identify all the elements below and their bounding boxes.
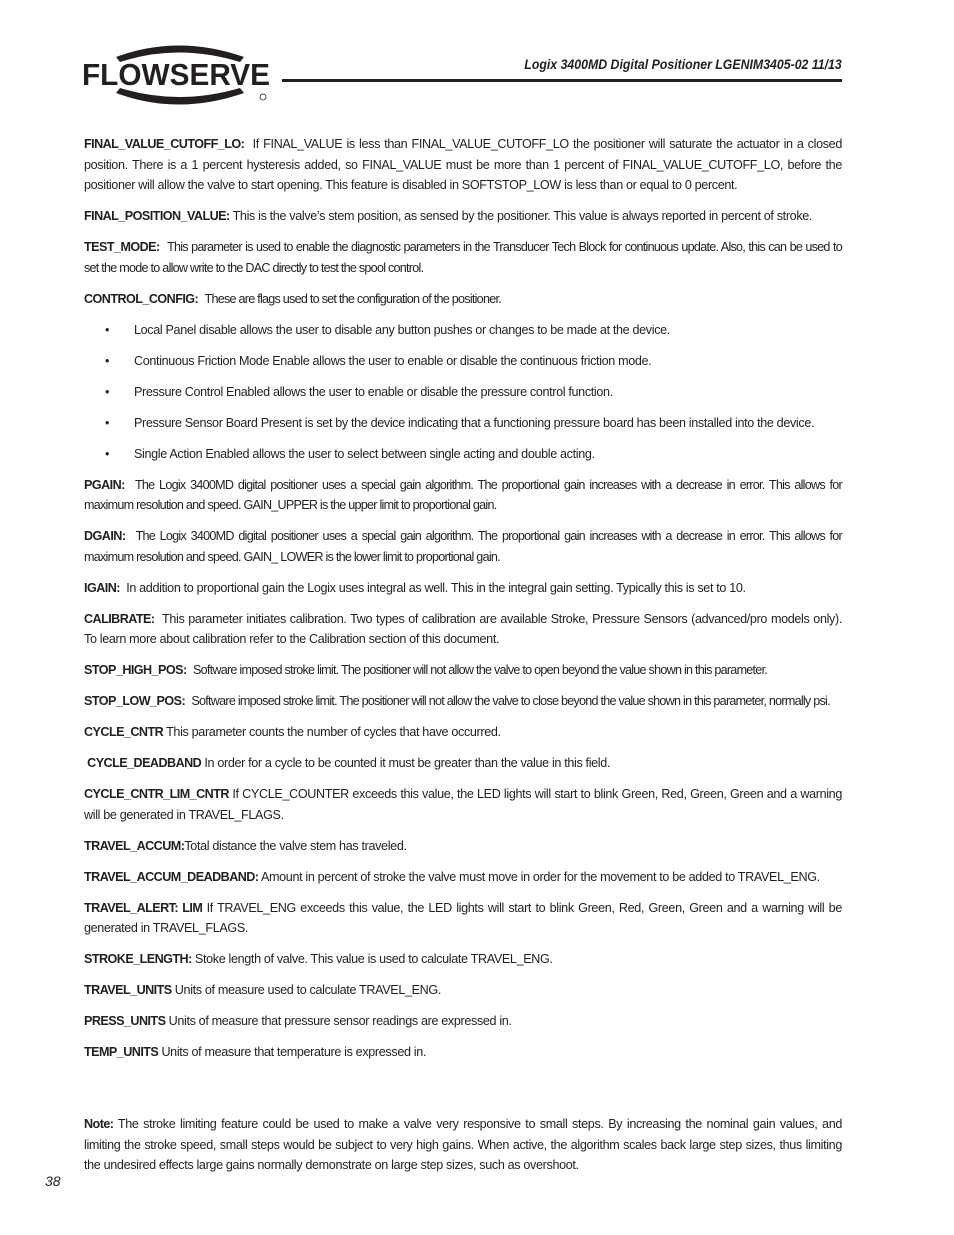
- bullet-icon: •: [105, 322, 110, 337]
- param-dgain: DGAIN: The Logix 3400MD digital positioner uses a special gain algorithm. The proportional gain increases with a decrease in error. This allows for maximum resolution and speed. GAIN_ LOWER is the lower limit to proportional gain.: [84, 529, 842, 564]
- param-stop-high-pos: STOP_HIGH_POS: Software imposed stroke limit. The positioner will not allow the valve to open beyond the value shown in this parameter.: [84, 663, 768, 678]
- header-rule: [282, 79, 842, 82]
- list-item: • Continuous Friction Mode Enable allows the user to enable or disable the continuous friction mode.: [84, 351, 842, 372]
- param-calibrate: CALIBRATE: This parameter initiates calibration. Two types of calibration are available Stroke, Pressure Sensors (advanced/pro models only). To learn more about calibration refer to the Calibration section of this document.: [84, 611, 843, 647]
- param-igain: IGAIN: In addition to proportional gain the Logix uses integral as well. This in the integral gain setting. Typically this is set to 10.: [84, 580, 746, 595]
- control-config-flag-list: [84, 320, 842, 465]
- param-stop-low-pos: STOP_LOW_POS: Software imposed stroke limit. The positioner will not allow the valve to close beyond the value shown in this parameter, normally psi.: [84, 694, 830, 709]
- param-cycle-cntr: CYCLE_CNTR This parameter counts the number of cycles that have occurred.: [84, 725, 501, 740]
- param-cycle-cntr-lim-cntr: CYCLE_CNTR_LIM_CNTR If CYCLE_COUNTER exceeds this value, the LED lights will start to blink Green, Red, Green, Green and a warning will be generated in TRAVEL_FLAGS.: [84, 787, 842, 822]
- param-temp-units: TEMP_UNITS Units of measure that temperature is expressed in.: [84, 1045, 427, 1060]
- list-item: • Pressure Control Enabled allows the user to enable or disable the pressure control function.: [84, 382, 842, 403]
- list-item: • Pressure Sensor Board Present is set by the device indicating that a functioning pressure board has been installed into the device.: [84, 413, 842, 434]
- param-stroke-length: STROKE_LENGTH: Stoke length of valve. This value is used to calculate TRAVEL_ENG.: [84, 952, 553, 967]
- param-travel-units: TRAVEL_UNITS Units of measure used to calculate TRAVEL_ENG.: [84, 983, 442, 998]
- list-item: • Single Action Enabled allows the user to select between single acting and double acting.: [84, 444, 842, 465]
- param-cycle-deadband: CYCLE_DEADBAND In order for a cycle to be counted it must be greater than the value in this field.: [87, 756, 611, 771]
- bullet-icon: •: [105, 415, 110, 430]
- param-pgain: PGAIN: The Logix 3400MD digital positioner uses a special gain algorithm. The proportional gain increases with a decrease in error. This allows for maximum resolution and speed. GAIN_UPPER is the upper limit to proportional gain.: [84, 477, 842, 513]
- param-travel-accum: TRAVEL_ACCUM:Total distance the valve stem has traveled.: [84, 838, 407, 853]
- logo-text: FLOWSERVE: [82, 57, 270, 92]
- main-content: [84, 134, 842, 1073]
- param-travel-alert-lim: TRAVEL_ALERT: LIM If TRAVEL_ENG exceeds this value, the LED lights will start to blink Green, Red, Green, Green and a warning will be generated in TRAVEL_FLAGS.: [84, 900, 842, 936]
- flowserve-logo: [82, 40, 274, 112]
- param-final-value-cutoff-lo: FINAL_VALUE_CUTOFF_LO: If FINAL_VALUE is less than FINAL_VALUE_CUTOFF_LO the positioner will saturate the actuator in a closed position. There is a 1 percent hysteresis added, so FINAL_VALUE must be more than 1 percent of FINAL_VALUE_CUTOFF_LO, before the positioner will allow the valve to start opening. This feature is disabled in SOFTSTOP_LOW is less than or equal to 0 percent.: [84, 137, 842, 193]
- bullet-icon: •: [105, 384, 110, 399]
- param-test-mode: TEST_MODE: This parameter is used to enable the diagnostic parameters in the Transducer Tech Block for continuous update. Also, this can be used to set the mode to allow write to the DAC directly to test the spool control.: [84, 240, 842, 275]
- param-control-config: CONTROL_CONFIG: These are flags used to set the configuration of the positioner.: [84, 291, 501, 306]
- param-travel-accum-deadband: TRAVEL_ACCUM_DEADBAND: Amount in percent of stroke the valve must move in order for the movement to be added to TRAVEL_ENG.: [84, 869, 820, 884]
- note-paragraph: Note: The stroke limiting feature could be used to make a valve very responsive to small steps. By increasing the nominal gain values, and limiting the stroke speed, small steps would be subject to very high gains. When active, the algorithm scales back large step sizes, thus limiting the undesired effects large gains normally demonstrate on large step sizes, such as overshoot.: [84, 1117, 843, 1173]
- bullet-icon: •: [105, 446, 110, 461]
- page-number: 38: [45, 1173, 61, 1189]
- list-item: • Local Panel disable allows the user to disable any button pushes or changes to be made at the device.: [84, 320, 842, 341]
- bullet-icon: •: [105, 353, 110, 368]
- param-final-position-value: FINAL_POSITION_VALUE: This is the valve’s stem position, as sensed by the positioner. This value is always reported in percent of stroke.: [84, 209, 813, 224]
- document-title: Logix 3400MD Digital Positioner LGENIM3405-02 11/13: [524, 56, 842, 72]
- param-press-units: PRESS_UNITS Units of measure that pressure sensor readings are expressed in.: [84, 1014, 512, 1029]
